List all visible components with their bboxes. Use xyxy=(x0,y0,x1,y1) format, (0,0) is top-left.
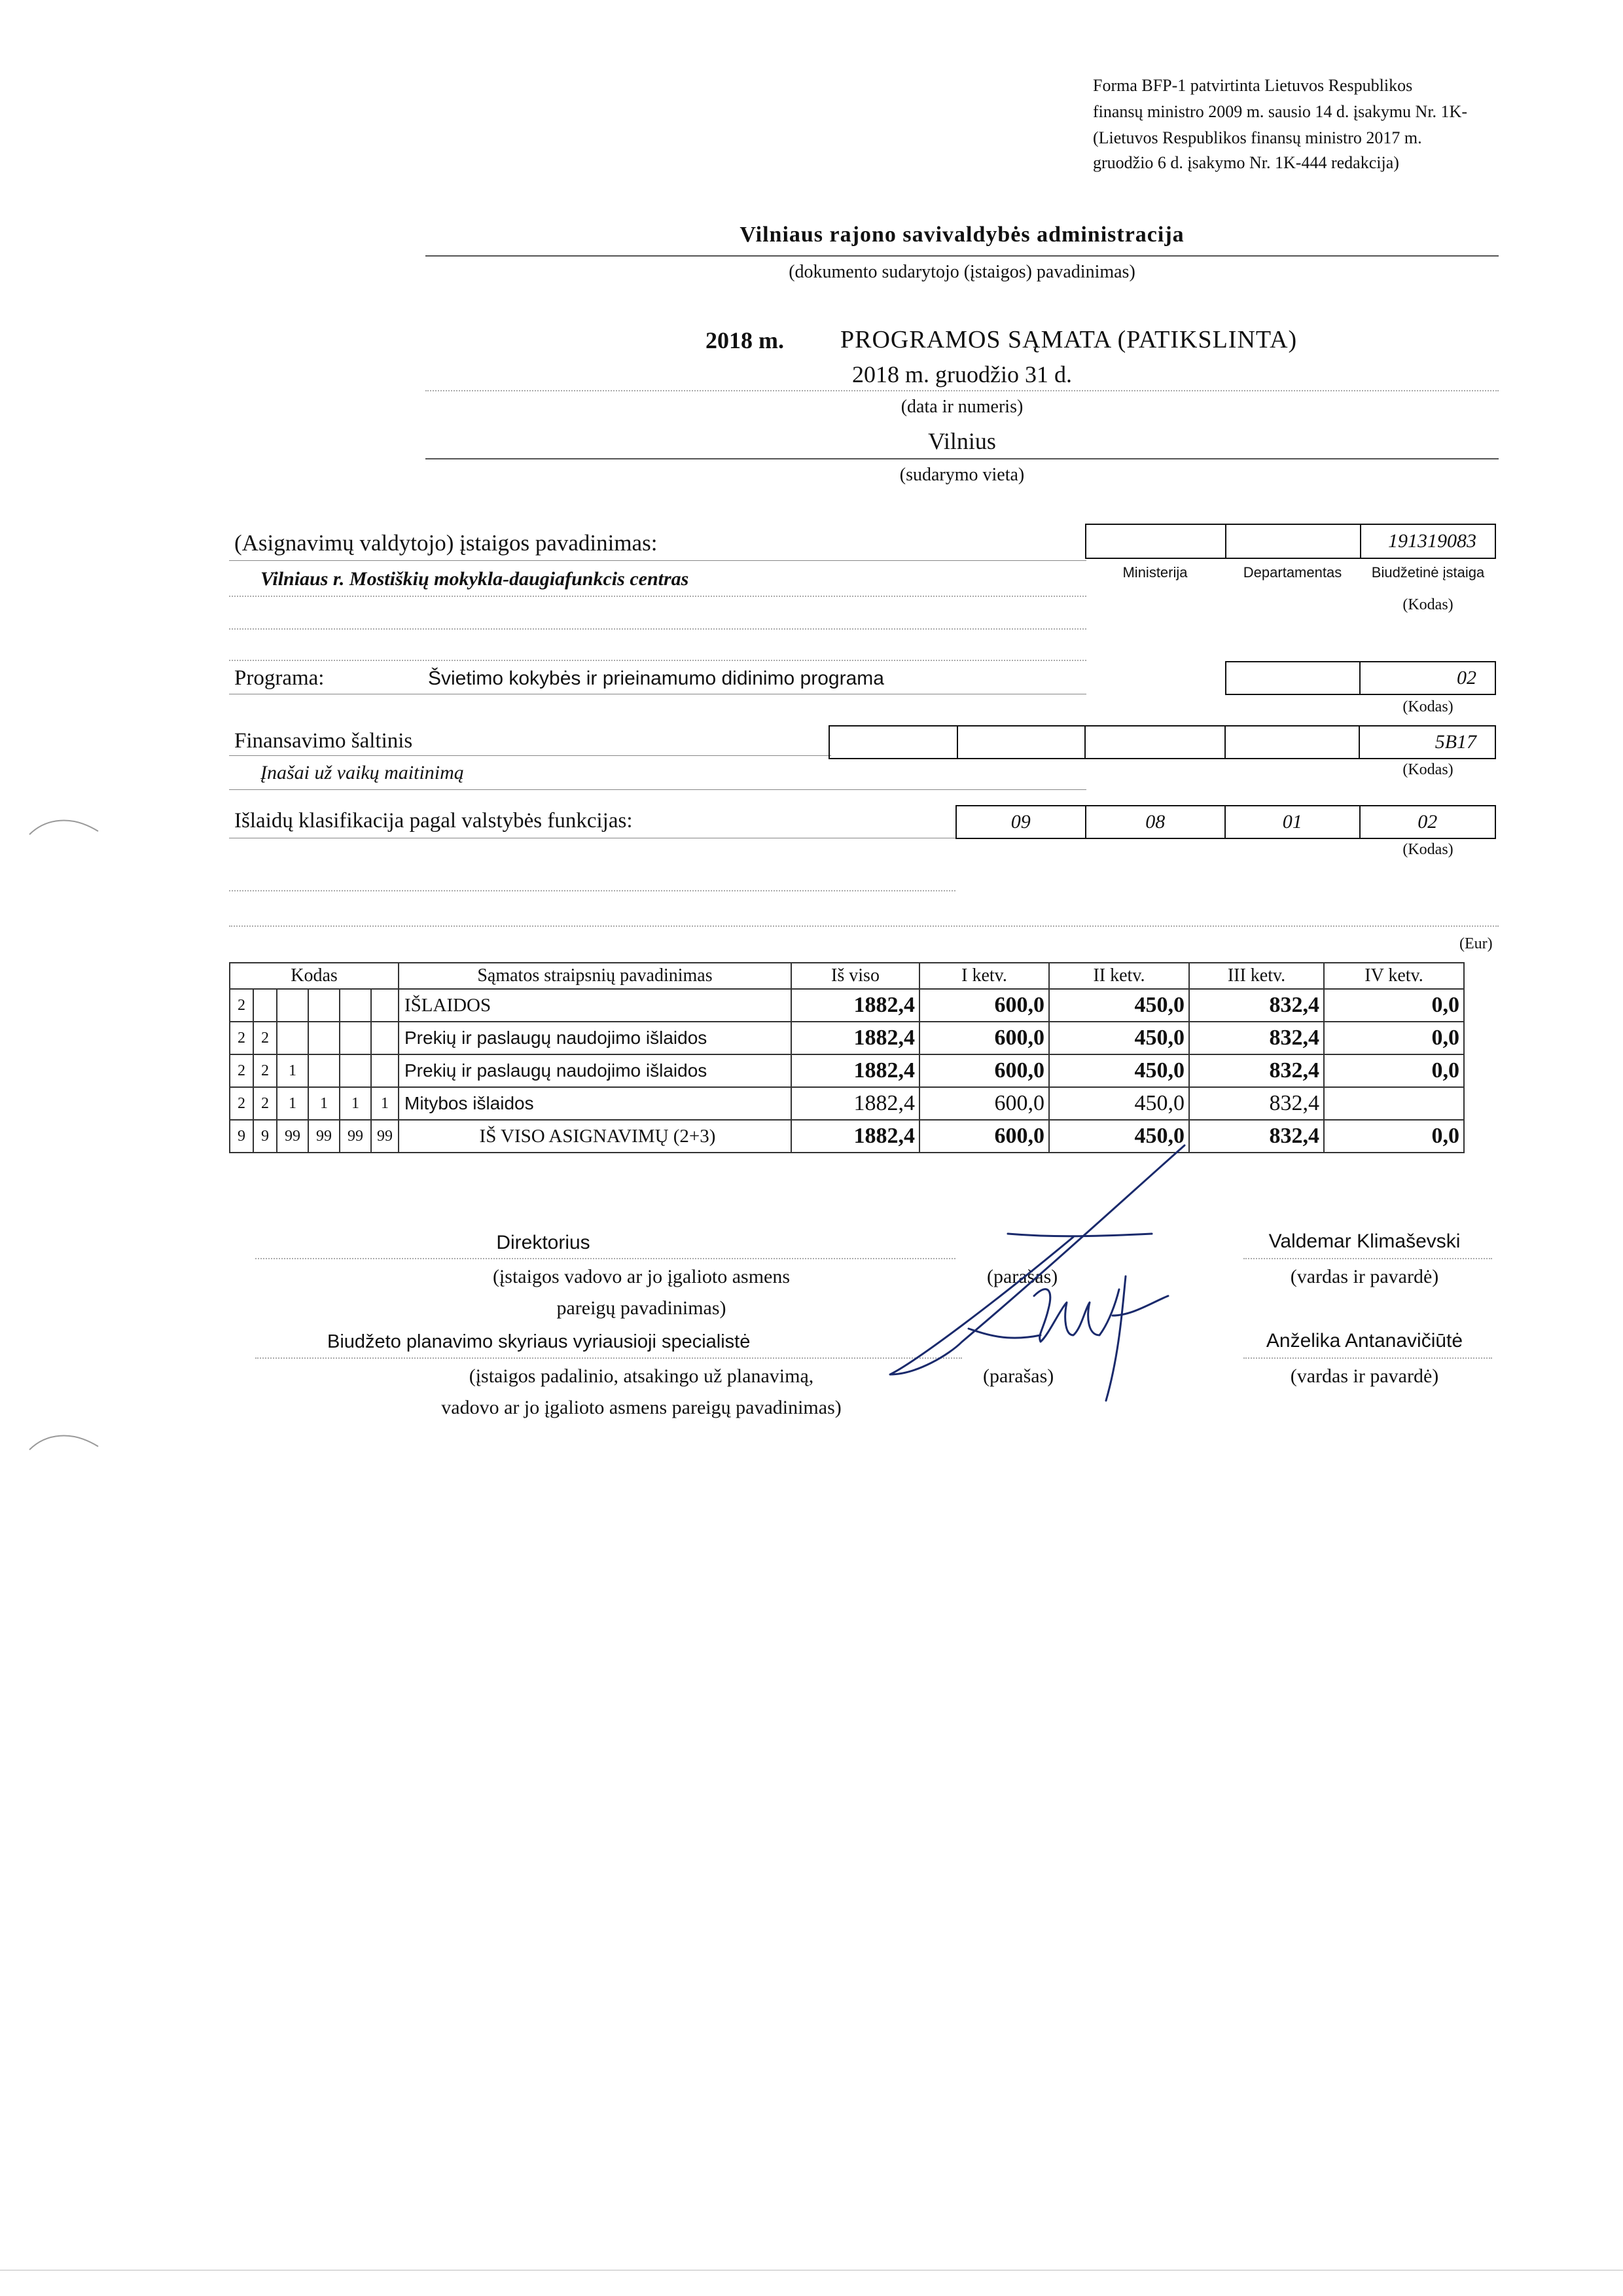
q2-value: 450,0 xyxy=(1049,1087,1189,1120)
planner-title: Biudžeto planavimo skyriaus vyriausioji specialistė xyxy=(327,1331,751,1352)
currency-label: (Eur) xyxy=(1459,935,1493,952)
q1-value: 600,0 xyxy=(919,1120,1049,1153)
funding-code-caption: (Kodas) xyxy=(1402,761,1454,778)
estimate-table xyxy=(229,962,1465,1153)
code-cell xyxy=(308,1022,340,1054)
function-code-4: 02 xyxy=(1418,811,1438,833)
q4-value: 0,0 xyxy=(1324,1054,1464,1087)
program-label: Programa: xyxy=(234,666,325,690)
issuer-name: Vilniaus rajono savivaldybės administracija xyxy=(740,223,1185,247)
header-q2: II ketv. xyxy=(1049,963,1189,989)
code-cell: 1 xyxy=(340,1087,371,1120)
total-value: 1882,4 xyxy=(791,1087,919,1120)
table-row xyxy=(230,1022,1464,1054)
funding-cell-3 xyxy=(1086,726,1226,758)
code-cell xyxy=(371,1054,399,1087)
total-value: 1882,4 xyxy=(791,1022,919,1054)
doc-title: PROGRAMOS SĄMATA (PATIKSLINTA) xyxy=(840,326,1298,353)
planner-caption-2: vadovo ar jo įgalioto asmens pareigų pavadinimas) xyxy=(441,1397,842,1418)
table-row xyxy=(230,989,1464,1022)
funding-label: Finansavimo šaltinis xyxy=(234,729,413,753)
q3-value: 832,4 xyxy=(1189,989,1324,1022)
total-value: 1882,4 xyxy=(791,1120,919,1153)
planner-title-underline xyxy=(255,1357,962,1359)
institution-label-underline xyxy=(229,560,1086,561)
code-cell: 99 xyxy=(308,1120,340,1153)
q1-value: 600,0 xyxy=(919,1022,1049,1054)
q3-value: 832,4 xyxy=(1189,1087,1324,1120)
planner-sign-caption: (parašas) xyxy=(983,1365,1054,1387)
funding-cell-4 xyxy=(1226,726,1361,758)
table-row xyxy=(230,1087,1464,1120)
header-q1: I ketv. xyxy=(919,963,1049,989)
institution-col-label: Biudžetinė įstaiga xyxy=(1371,564,1485,581)
code-cell: 99 xyxy=(277,1120,308,1153)
q2-value: 450,0 xyxy=(1049,1022,1189,1054)
form-note-line-3: (Lietuvos Respublikos finansų ministro 2017 m. xyxy=(1093,128,1422,147)
code-cell: 2 xyxy=(230,1087,253,1120)
item-name: IŠLAIDOS xyxy=(399,989,791,1022)
code-cell: 1 xyxy=(371,1087,399,1120)
doc-place: Vilnius xyxy=(928,428,996,454)
q1-value: 600,0 xyxy=(919,1054,1049,1087)
funding-cell-2 xyxy=(958,726,1086,758)
issuer-underline xyxy=(425,255,1499,257)
code-cell xyxy=(340,1022,371,1054)
program-code-boxes xyxy=(1225,661,1496,695)
code-cell xyxy=(371,1022,399,1054)
code-cell: 9 xyxy=(230,1120,253,1153)
table-header-row xyxy=(230,963,1464,989)
function-code-1: 09 xyxy=(957,806,1086,838)
code-cell: 2 xyxy=(230,1022,253,1054)
planner-name: Anželika Antanavičiūtė xyxy=(1266,1330,1463,1352)
code-cell: 2 xyxy=(230,1054,253,1087)
functions-code-boxes xyxy=(955,805,1496,839)
code-cell xyxy=(253,989,277,1022)
q3-value: 832,4 xyxy=(1189,1120,1324,1153)
institution-code-boxes xyxy=(1085,524,1496,559)
code-cell: 1 xyxy=(277,1054,308,1087)
funding-code-cell: 5B17 xyxy=(1435,731,1477,753)
institution-code-caption: (Kodas) xyxy=(1402,596,1454,613)
planner-name-caption: (vardas ir pavardė) xyxy=(1290,1365,1439,1387)
code-cell xyxy=(340,1054,371,1087)
funding-label-underline xyxy=(229,755,831,756)
ministry-col-label: Ministerija xyxy=(1122,564,1188,581)
functions-code-caption: (Kodas) xyxy=(1402,841,1454,858)
table-row xyxy=(230,1054,1464,1087)
form-note-line-2: finansų ministro 2009 m. sausio 14 d. įsakymu Nr. 1K- xyxy=(1093,102,1467,121)
code-cell: 1 xyxy=(277,1087,308,1120)
doc-date-caption: (data ir numeris) xyxy=(901,397,1024,417)
code-cell xyxy=(277,1022,308,1054)
director-title: Direktorius xyxy=(496,1232,590,1253)
code-cell xyxy=(277,989,308,1022)
item-name: Prekių ir paslaugų naudojimo išlaidos xyxy=(399,1054,791,1087)
funding-cell-1 xyxy=(830,726,958,758)
form-note-line-4: gruodžio 6 d. įsakymo Nr. 1K-444 redakcija) xyxy=(1093,153,1399,172)
header-code: Kodas xyxy=(230,963,399,989)
doc-date: 2018 m. gruodžio 31 d. xyxy=(852,361,1072,387)
code-cell xyxy=(308,1054,340,1087)
total-value: 1882,4 xyxy=(791,989,919,1022)
doc-place-caption: (sudarymo vieta) xyxy=(899,465,1025,485)
q3-value: 832,4 xyxy=(1189,1054,1324,1087)
code-cell: 2 xyxy=(253,1054,277,1087)
blank-line-2 xyxy=(229,925,1499,927)
table-total-row xyxy=(230,1120,1464,1153)
q1-value: 600,0 xyxy=(919,989,1049,1022)
institution-code-cell: 191319083 xyxy=(1388,530,1476,552)
director-name: Valdemar Klimaševski xyxy=(1268,1230,1461,1252)
margin-mark-icon xyxy=(26,1427,105,1453)
q4-value: 0,0 xyxy=(1324,989,1464,1022)
director-caption-1: (įstaigos vadovo ar jo įgalioto asmens xyxy=(492,1266,791,1287)
program-code-cell: 02 xyxy=(1457,667,1476,689)
item-name: Mitybos išlaidos xyxy=(399,1087,791,1120)
program-top-line xyxy=(229,660,1086,661)
institution-label: (Asignavimų valdytojo) įstaigos pavadinimas: xyxy=(234,530,658,556)
code-cell xyxy=(340,989,371,1022)
q4-value: 0,0 xyxy=(1324,1022,1464,1054)
function-code-3: 01 xyxy=(1226,806,1361,838)
item-name: Prekių ir paslaugų naudojimo išlaidos xyxy=(399,1022,791,1054)
doc-date-underline xyxy=(425,390,1499,391)
q4-value: 0,0 xyxy=(1324,1120,1464,1153)
planner-name-underline xyxy=(1243,1357,1492,1359)
functions-label: Išlaidų klasifikacija pagal valstybės funkcijas: xyxy=(234,809,633,833)
institution-blank-line xyxy=(229,628,1086,630)
program-code-caption: (Kodas) xyxy=(1402,698,1454,715)
q2-value: 450,0 xyxy=(1049,989,1189,1022)
director-name-caption: (vardas ir pavardė) xyxy=(1290,1266,1439,1287)
funding-name-underline xyxy=(229,789,1086,790)
blank-line-1 xyxy=(229,890,955,891)
margin-mark-icon xyxy=(26,812,105,838)
q4-value xyxy=(1324,1087,1464,1120)
ministry-code-cell xyxy=(1086,525,1226,558)
item-name: IŠ VISO ASIGNAVIMŲ (2+3) xyxy=(399,1120,791,1153)
function-code-2: 08 xyxy=(1086,806,1226,838)
header-total: Iš viso xyxy=(791,963,919,989)
planner-caption-1: (įstaigos padalinio, atsakingo už planavimą, xyxy=(469,1365,814,1387)
issuer-caption: (dokumento sudarytojo (įstaigos) pavadinimas) xyxy=(789,262,1135,282)
code-cell xyxy=(308,989,340,1022)
institution-name-underline xyxy=(229,596,1086,597)
director-sign-caption: (parašas) xyxy=(987,1266,1058,1287)
code-cell: 2 xyxy=(253,1087,277,1120)
code-cell: 2 xyxy=(230,989,253,1022)
funding-code-boxes xyxy=(829,725,1496,759)
doc-place-underline xyxy=(425,458,1499,459)
director-title-underline xyxy=(255,1258,955,1259)
q2-value: 450,0 xyxy=(1049,1054,1189,1087)
code-cell: 9 xyxy=(253,1120,277,1153)
handwritten-signature xyxy=(877,1139,1191,1414)
department-code-cell xyxy=(1226,525,1361,558)
doc-year: 2018 m. xyxy=(705,327,784,353)
department-col-label: Departamentas xyxy=(1243,564,1342,581)
code-cell: 2 xyxy=(253,1022,277,1054)
header-q4: IV ketv. xyxy=(1324,963,1464,989)
total-value: 1882,4 xyxy=(791,1054,919,1087)
code-cell xyxy=(371,989,399,1022)
institution-name: Vilniaus r. Mostiškių mokykla-daugiafunkcis centras xyxy=(260,568,689,590)
director-caption-2: pareigų pavadinimas) xyxy=(556,1297,726,1319)
q1-value: 600,0 xyxy=(919,1087,1049,1120)
program-name: Švietimo kokybės ir prieinamumo didinimo programa xyxy=(428,668,884,689)
q2-value: 450,0 xyxy=(1049,1120,1189,1153)
form-note-line-1: Forma BFP-1 patvirtinta Lietuvos Respublikos xyxy=(1093,76,1413,95)
director-name-underline xyxy=(1243,1258,1492,1259)
header-q3: III ketv. xyxy=(1189,963,1324,989)
program-empty-cell xyxy=(1226,662,1361,694)
code-cell: 99 xyxy=(371,1120,399,1153)
funding-name: Įnašai už vaikų maitinimą xyxy=(260,762,464,783)
code-cell: 1 xyxy=(308,1087,340,1120)
q3-value: 832,4 xyxy=(1189,1022,1324,1054)
header-name: Sąmatos straipsnių pavadinimas xyxy=(399,963,791,989)
code-cell: 99 xyxy=(340,1120,371,1153)
